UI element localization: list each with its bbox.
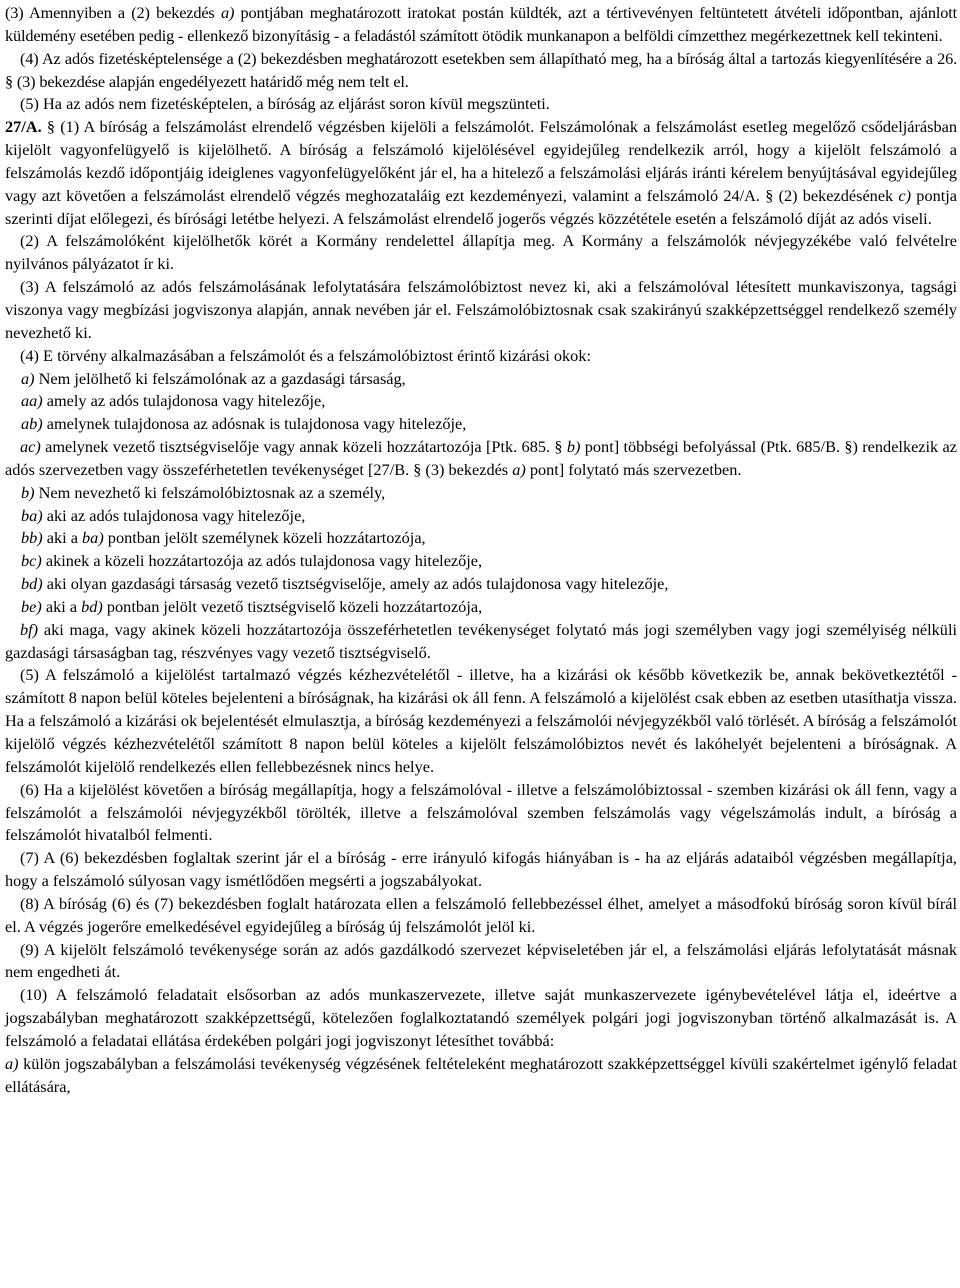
paragraph-p15: bc) akinek a közeli hozzátartozója az adós tulajdonosa vagy hitelezője,: [21, 551, 483, 571]
paragraph-p6: (3) A felszámoló az adós felszámolásának lefolytatására felszámolóbiztost nevez ki, aki a felszámolóval létesített munkaviszonya, tagsági viszonya vagy megbízási jogviszonya alapján, annak nevében jár el. Felszámolóbiztosnak csak szakirányú szakképzettséggel rendelkező személy nevezhető ki.: [5, 277, 957, 342]
paragraph-p4: 27/A. § (1) A bíróság a felszámolást elrendelő végzésben kijelöli a felszámolót. Felszámolónak a felszámolást esetleg megelőző csődeljárásban kijelölt vagyonfelügyelő is kijelölhető. A bíróság a felszámoló kijelölésével egyidejűleg rendelkezik arról, hogy a kijelölt felszámoló a felszámolás kezdő időpontjáig ideiglenes vagyonfelügyelőként jár el, ha a hitelező a felszámolási eljárás iránti kérelem benyújtásával egyidejűleg vagy azt követően a felszámolást elrendelő végzés meghozataláig ezt kezdeményezi, valamint a felszámoló 24/A. § (2) bekezdésének c) pontja szerinti díjat előlegezi, és bírósági letétbe helyezi. A felszámolást elrendelő jogerős végzés közzététele esetén a felszámoló díját az adós viseli.: [5, 117, 957, 228]
document-page: [5, 2, 957, 1099]
paragraph-p13: ba) aki az adós tulajdonosa vagy hitelezője,: [21, 505, 306, 525]
point-reference: c): [898, 185, 912, 205]
paragraph-p1: (3) Amennyiben a (2) bekezdés a) pontjában meghatározott iratokat postán küldték, azt a tértivevényen feltüntetett átvételi időpontban, ajánlott küldemény esetében pedig - ellenkező bizonyításig - a feladástól számított ötödik munkanapon a belföldi címzetthez megérkezettnek kell tekinteni.: [5, 3, 957, 45]
paragraph-p3: (5) Ha az adós nem fizetésképtelen, a bíróság az eljárást soron kívül megszünteti.: [20, 94, 550, 114]
paragraph-p11: ac) amelynek vezető tisztségviselője vagy annak közeli hozzátartozója [Ptk. 685. § b) pont] többségi befolyással (Ptk. 685/B. §) rendelkezik az adós szervezetben vagy összeférhetetlen tevékenységet [27/B. § (3) bekezdés a) pont] folytató más szervezetben.: [5, 437, 957, 479]
point-reference: bc): [21, 551, 42, 571]
paragraph-p20: (6) Ha a kijelölést követően a bíróság megállapítja, hogy a felszámolóval - illetve a felszámolóbiztossal - szemben kizárási ok áll fenn, vagy a felszámolót a felszámolói névjegyzékből törölték, illetve a felszámolóval szemben felszámolás vagy végelszámolás indult, a bíróság a felszámolót hivatalból felmenti.: [5, 779, 957, 845]
paragraph-p9: aa) amely az adós tulajdonosa vagy hitelezője,: [21, 391, 326, 411]
paragraph-p17: be) aki a bd) pontban jelölt vezető tisztségviselő közeli hozzátartozója,: [21, 596, 483, 616]
paragraph-p24: (10) A felszámoló feladatait elsősorban az adós munkaszervezete, illetve saját munkaszervezete igénybevételével látja el, ideértve a jogszabályban meghatározott szakképzettségű, kötelezően foglalkoztatandó személyek polgári jogi jogviszonyban történő alkalmazását is. A felszámoló a feladatai ellátása érdekében polgári jogi jogviszonyt létesíthet továbbá:: [5, 985, 957, 1050]
point-reference: aa): [21, 391, 43, 411]
paragraph-p7: (4) E törvény alkalmazásában a felszámolót és a felszámolóbiztost érintő kizárási okok:: [20, 345, 591, 365]
paragraph-p14: bb) aki a ba) pontban jelölt személynek közeli hozzátartozója,: [21, 528, 426, 548]
paragraph-p25: a) külön jogszabályban a felszámolási tevékenység végzésének feltételeként meghatározott szakképzettséggel kívüli szakértelmet igénylő feladat ellátására,: [5, 1053, 957, 1096]
point-reference: bd): [21, 574, 43, 594]
paragraph-p12: b) Nem nevezhető ki felszámolóbiztosnak az a személy,: [21, 482, 386, 502]
point-reference: be): [21, 596, 42, 616]
point-reference: bb): [21, 528, 43, 548]
point-reference: ac): [20, 437, 41, 457]
point-reference: bf): [20, 619, 39, 639]
paragraph-p22: (8) A bíróság (6) és (7) bekezdésben foglalt határozata ellen a felszámoló fellebbezéssel élhet, amelyet a másodfokú bíróság soron kívül bírál el. A végzés jogerőre emelkedésével egyidejűleg a bíróság új felszámolót jelöl ki.: [5, 893, 957, 936]
point-reference: ba): [21, 505, 43, 525]
point-reference: b): [566, 437, 581, 457]
point-reference: a): [5, 1053, 19, 1073]
paragraph-p5: (2) A felszámolóként kijelölhetők körét a Kormány rendelettel állapítja meg. A Kormány a felszámolók névjegyzékébe való felvételre nyilvános pályázatot ír ki.: [5, 231, 957, 274]
point-reference: bd): [81, 596, 103, 616]
point-reference: ba): [82, 528, 104, 548]
paragraph-p8: a) Nem jelölhető ki felszámolónak az a gazdasági társaság,: [21, 368, 406, 388]
paragraph-p18: bf) aki maga, vagy akinek közeli hozzátartozója összeférhetetlen tevékenységet folytató más jogi személyben vagy jogi személyiség nélküli gazdasági társaságban tag, részvényes vagy vezető tisztségviselő.: [5, 619, 957, 662]
point-reference: b): [21, 482, 35, 502]
point-reference: a): [21, 368, 35, 388]
point-reference: a): [220, 3, 235, 22]
paragraph-p10: ab) amelynek tulajdonosa az adósnak is tulajdonosa vagy hitelezője,: [21, 414, 467, 434]
paragraph-p16: bd) aki olyan gazdasági társaság vezető tisztségviselője, amely az adós tulajdonosa vagy hitelezője,: [21, 574, 669, 594]
paragraph-p2: (4) Az adós fizetésképtelensége a (2) bekezdésben meghatározott esetekben sem állapítható meg, ha a bíróság által a tartozás kiegyenlítésére a 26. § (3) bekezdése alapján engedélyezett határidő még nem telt el.: [5, 48, 957, 91]
section-number: 27/A.: [5, 117, 42, 137]
point-reference: ab): [21, 414, 43, 434]
paragraph-p19: (5) A felszámoló a kijelölést tartalmazó végzés kézhezvételétől - illetve, ha a kizárási ok később következik be, annak bekövetkeztétől - számított 8 napon belül köteles bejelenteni a bíróságnak, ha kizárási ok áll fenn. A felszámoló a kijelölést csak ebben az esetben utasíthatja vissza. Ha a felszámoló a kizárási ok bejelentését elmulasztja, a bíróság kezdeményezi a felszámolói névjegyzékből való törlését. A bíróság a felszámolót kijelölő végzés kézhezvételétől számított 8 napon belül köteles a kijelölt felszámolóbiztos nevét és lakóhelyét bejelenteni a bíróságnak. A felszámolót kijelölő rendelkezés ellen fellebbezésnek nincs helye.: [5, 665, 957, 776]
point-reference: a): [512, 459, 526, 479]
paragraph-p23: (9) A kijelölt felszámoló tevékenysége során az adós gazdálkodó szervezet képviseletében jár el, a felszámolási eljárás lefolytatását másnak nem engedheti át.: [5, 939, 957, 982]
paragraph-p21: (7) A (6) bekezdésben foglaltak szerint jár el a bíróság - erre irányuló kifogás hiányában is - ha az eljárás adataiból végzésben megállapítja, hogy a felszámoló súlyosan vagy ismétlődően megsérti a jogszabályokat.: [5, 848, 957, 891]
